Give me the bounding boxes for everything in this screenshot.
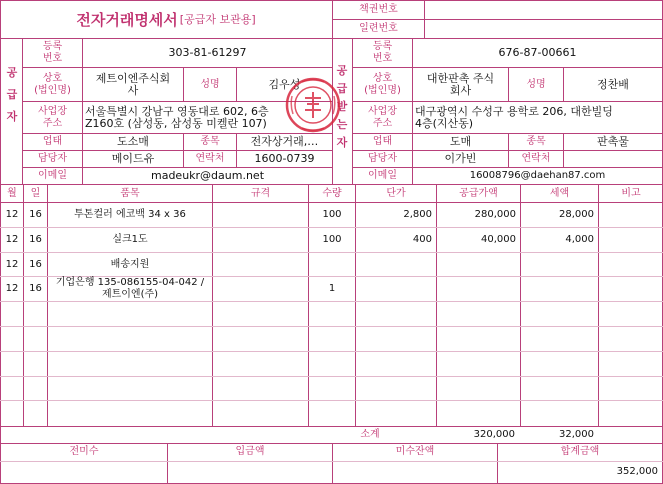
- supplier-biz-type-label: 업태: [42, 136, 63, 147]
- item-cell-day: 16: [29, 209, 42, 220]
- receiver-reg-no: 676-87-00661: [498, 46, 577, 59]
- receiver-phone: [564, 151, 662, 167]
- header-supply: 공급가액: [459, 188, 498, 199]
- header-month: 월: [7, 188, 17, 199]
- item-cell-month: 12: [5, 234, 19, 245]
- receiver-contact: 이가빈: [444, 152, 477, 165]
- receiver-name: 대한판촉 주식 회사: [426, 71, 495, 97]
- item-cell-qty: 100: [322, 209, 342, 220]
- supplier-phone: 1600-0739: [254, 152, 315, 165]
- page-title: 전자거래명세서: [76, 10, 178, 29]
- supplier-addr: 서울특별시 강남구 영동대로 602, 6층 Z160호 (삼성동, 삼성동 미켈란 107): [85, 104, 269, 130]
- supplier-rep-label: 성명: [200, 78, 220, 90]
- receiver-email: 16008796@daehan87.com: [469, 170, 606, 181]
- prev-balance-label: 전미수: [69, 446, 99, 457]
- item-cell-supply: 280,000: [474, 209, 516, 220]
- header-item: 품목: [120, 188, 140, 199]
- item-cell-day: 16: [29, 283, 42, 294]
- supplier-phone-label: 연락처: [195, 153, 225, 164]
- item-cell-spec: [213, 203, 308, 227]
- deposit-label: 입금액: [235, 446, 265, 457]
- item-cell-month: 12: [5, 259, 19, 270]
- supplier-email: madeukr@daum.net: [150, 169, 265, 182]
- receiver-addr: 대구광역시 수성구 용학로 206, 대한빌딩 4층(지산동): [415, 104, 613, 130]
- supplier-name-label: 상호 (법인명): [34, 72, 71, 96]
- item-cell-month: 12: [5, 209, 19, 220]
- row-divider: [0, 326, 663, 327]
- receiver-phone-label: 연락처: [521, 153, 551, 164]
- book-no-label: 책권번호: [359, 4, 398, 15]
- subtotal-supply: 320,000: [473, 429, 515, 440]
- supplier-contact-label: 담당자: [38, 153, 67, 164]
- item-cell-price: 2,800: [403, 209, 432, 220]
- total-label: 합계금액: [560, 446, 600, 457]
- title-block: [0, 0, 332, 38]
- item-cell-qty: 1: [328, 283, 336, 294]
- item-cell-note: [599, 253, 663, 277]
- item-cell-tax: [521, 277, 598, 301]
- receiver-biz-type-label: 업태: [372, 136, 393, 147]
- serial-no-label: 일련번호: [359, 23, 398, 34]
- item-cell-tax: 28,000: [559, 209, 594, 220]
- receiver-biz-item-label: 종목: [526, 136, 546, 147]
- supplier-rep: 김우성: [268, 77, 301, 91]
- item-cell-spec: [213, 277, 308, 301]
- item-cell-supply: [437, 253, 520, 277]
- item-cell-supply: [437, 277, 520, 301]
- item-cell-day: 16: [29, 234, 42, 245]
- row-divider: [0, 376, 663, 377]
- item-cell-name: 투톤컬러 에코백 34 x 36: [74, 209, 186, 220]
- receiver-name-label: 상호 (법인명): [364, 72, 401, 96]
- subtotal-label: 소계: [360, 429, 380, 440]
- item-cell-name: 배송지원: [110, 259, 150, 270]
- item-cell-name: 기업은행 135-086155-04-042 / 제트이엔(주): [55, 277, 205, 300]
- receiver-rep-label: 성명: [526, 78, 546, 90]
- item-cell-note: [599, 277, 663, 301]
- item-cell-spec: [213, 228, 308, 252]
- item-cell-tax: [521, 253, 598, 277]
- item-cell-qty: 100: [322, 234, 342, 245]
- header-price: 단가: [386, 188, 406, 199]
- item-cell-price: [356, 277, 436, 301]
- item-cell-day: 16: [29, 259, 42, 270]
- item-cell-name: 실크1도: [112, 234, 148, 245]
- subtotal-tax: 32,000: [559, 429, 594, 440]
- receiver-biz-item: 판촉물: [597, 135, 629, 148]
- row-divider: [0, 301, 663, 302]
- supplier-reg-no-label: 등록 번호: [42, 41, 63, 64]
- supplier-email-label: 이메일: [38, 170, 67, 181]
- item-cell-note: [599, 228, 663, 252]
- total-amount: 352,000: [616, 466, 658, 477]
- receiver-addr-label: 사업장 주소: [368, 105, 397, 129]
- item-cell-price: [356, 253, 436, 277]
- supplier-biz-item-label: 종목: [200, 136, 220, 147]
- item-cell-spec: [213, 253, 308, 277]
- supplier-addr-label: 사업장 주소: [38, 105, 67, 129]
- row-divider: [0, 351, 663, 352]
- item-cell-price: 400: [412, 234, 432, 245]
- header-note: 비고: [621, 188, 641, 199]
- receiver-contact-label: 담당자: [368, 153, 397, 164]
- header-day: 일: [30, 188, 41, 199]
- supplier-reg-no: 303-81-61297: [168, 46, 247, 59]
- supplier-biz-item: 전자상거래,…: [250, 135, 319, 148]
- receiver-email-label: 이메일: [368, 170, 397, 181]
- supplier-name: 제트이엔주식회 사: [95, 71, 171, 97]
- item-cell-month: 12: [5, 283, 19, 294]
- unpaid-label: 미수잔액: [395, 446, 435, 457]
- receiver-side-label: 공급받는자: [336, 64, 348, 149]
- company-seal-stamp: [284, 76, 342, 134]
- header-tax: 세액: [549, 188, 570, 199]
- item-cell-note: [599, 203, 663, 227]
- header-qty: 수량: [322, 188, 342, 199]
- item-cell-supply: 40,000: [481, 234, 516, 245]
- supplier-contact: 메이드유: [111, 152, 155, 165]
- receiver-reg-no-label: 등록 번호: [372, 41, 393, 64]
- item-cell-qty: [309, 253, 355, 277]
- item-cell-tax: 4,000: [565, 234, 594, 245]
- header-spec: 규격: [250, 188, 271, 199]
- supplier-biz-type: 도소매: [117, 135, 149, 148]
- row-divider: [0, 400, 663, 401]
- receiver-biz-type: 도매: [449, 135, 472, 148]
- receiver-rep: 정찬배: [597, 77, 629, 91]
- page-subtitle: [공급자 보관용]: [179, 13, 256, 26]
- supplier-side-label: 공급자: [6, 66, 18, 123]
